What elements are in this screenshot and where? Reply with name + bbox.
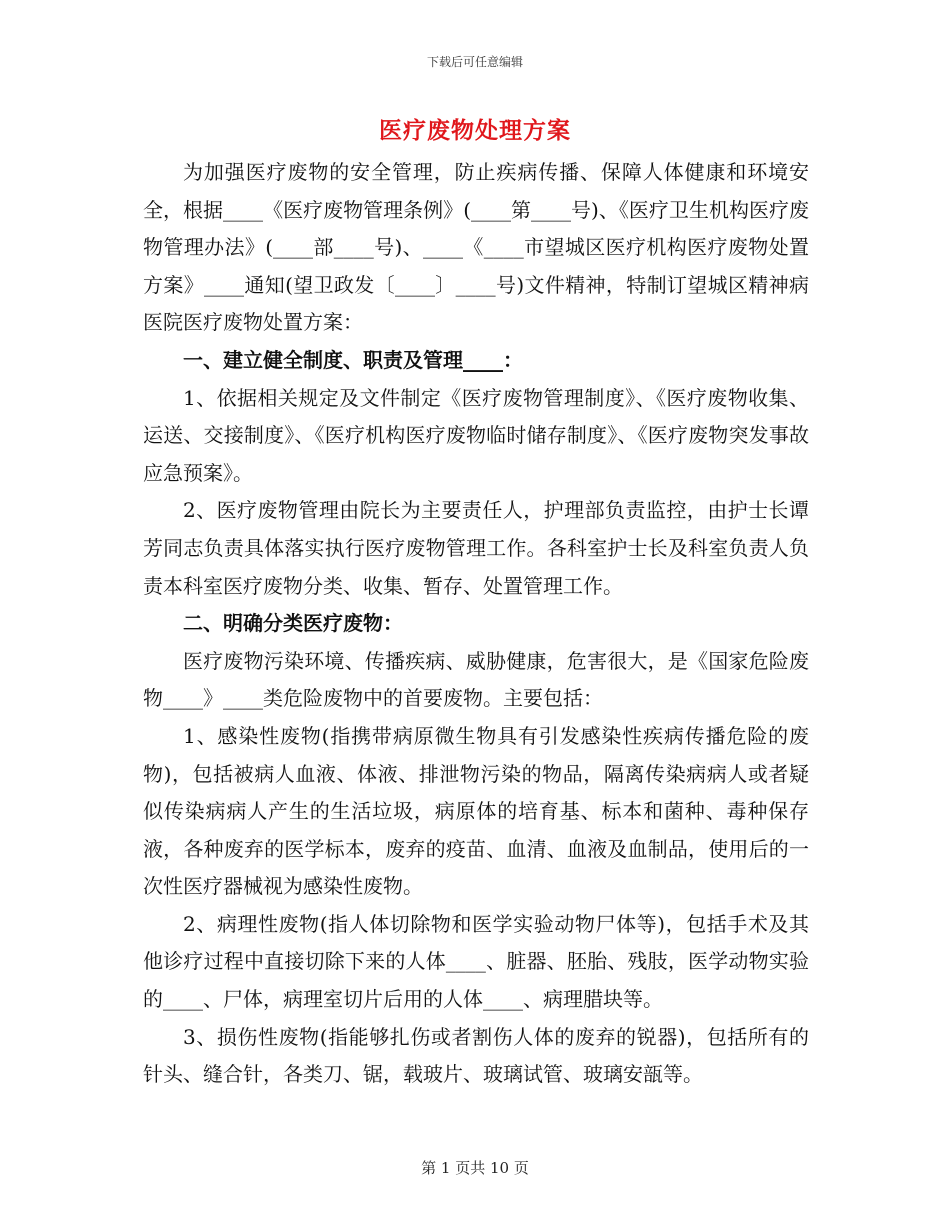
paragraph-2-1: 1、感染性废物(指携带病原微生物具有引发感染性疾病传播危险的废物)，包括被病人血液、体液、排泄物污染的物品，隔离传染病病人或者疑似传染病病人产生的生活垃圾，病原体的培育基、标本和菌种、毒种保存液，各种废弃的医学标本，废弃的疫苗、血清、血液及血制品，使用后的一次性医疗器械视为感染性废物。: [143, 723, 809, 899]
paragraph-2-3: 3、损伤性废物(指能够扎伤或者割伤人体的废弃的锐器)，包括所有的针头、缝合针，各类刀、锯，载玻片、玻璃试管、玻璃安瓿等。: [143, 1024, 809, 1087]
paragraph-2-intro: 医疗废物污染环境、传播疾病、威胁健康，危害很大，是《国家危险废物____》____类危险废物中的首要废物。主要包括：: [143, 648, 809, 711]
section-heading-1: 一、建立健全制度、职责及管理____：: [183, 347, 523, 372]
document-body: [143, 154, 809, 1094]
document-title: 医疗废物处理方案: [379, 117, 571, 144]
paragraph-2-2: 2、病理性废物(指人体切除物和医学实验动物尸体等)，包括手术及其他诊疗过程中直接切除下来的人体____、脏器、胚胎、残肢，医学动物实验的____、尸体，病理室切片后用的人体____、病理腊块等。: [143, 911, 809, 1012]
section-heading-2: 二、明确分类医疗废物：: [183, 611, 403, 636]
intro-paragraph: 为加强医疗废物的安全管理，防止疾病传播、保障人体健康和环境安全，根据____《医疗废物管理条例》(____第____号)、《医疗卫生机构医疗废物管理办法》(____部____号)、____《____市望城区医疗机构医疗废物处置方案》____通知(望卫政发〔____〕____号)文件精神，特制订望城区精神病医院医疗废物处置方案：: [143, 160, 809, 335]
paragraph-1-1: 1、依据相关规定及文件制定《医疗废物管理制度》、《医疗废物收集、运送、交接制度》、《医疗机构医疗废物临时储存制度》、《医疗废物突发事故应急预案》。: [143, 385, 809, 485]
page-header-note: 下载后可任意编辑: [426, 55, 523, 69]
page-number: 第 1 页共 10 页: [421, 1159, 529, 1177]
paragraph-1-2: 2、医疗废物管理由院长为主要责任人，护理部负责监控，由护士长谭芳同志负责具体落实执行医疗废物管理工作。各科室护士长及科室负责人负责本科室医疗废物分类、收集、暂存、处置管理工作。: [143, 498, 809, 598]
